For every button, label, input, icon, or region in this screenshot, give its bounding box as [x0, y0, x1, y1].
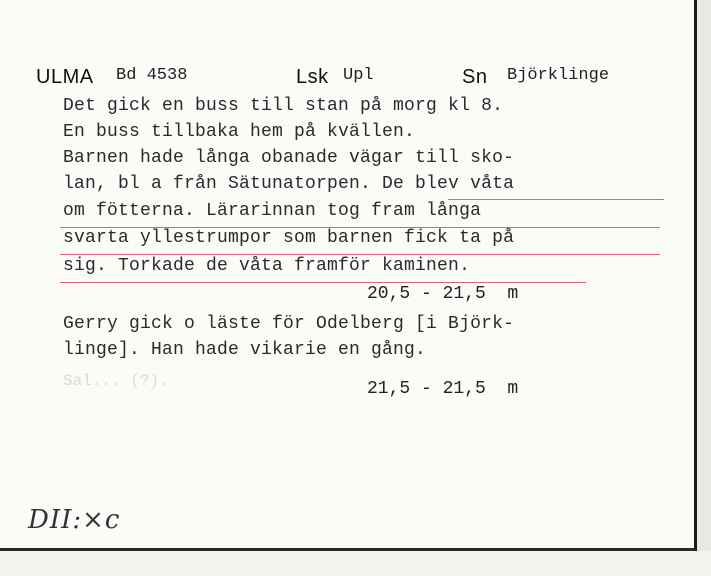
measurement: 21,5 - 21,5 m [367, 379, 519, 399]
lsk-label: Lsk [296, 66, 329, 88]
text-line: lan, bl a från Sätunatorpen. De blev våta [63, 174, 515, 194]
text-line: om fötterna. Lärarinnan tog fram långa [63, 201, 482, 221]
highlight-underline [60, 254, 660, 255]
text-line: Barnen hade långa obanade vägar till sko- [63, 148, 515, 168]
text-line: sig. Torkade de våta framför kaminen. [63, 256, 471, 276]
highlight-underline [60, 227, 660, 228]
measurement: 20,5 - 21,5 m [367, 284, 519, 304]
text-line: svarta yllestrumpor som barnen fick ta på [63, 228, 515, 248]
archive-label: ULMA [36, 66, 94, 88]
text-line: linge]. Han hade vikarie en gång. [63, 340, 427, 360]
faded-text: Sal... (?). [63, 372, 169, 390]
text-line: Det gick en buss till stan på morg kl 8. [63, 96, 504, 116]
sn-label: Sn [462, 66, 488, 88]
text-line: En buss tillbaka hem på kvällen. [63, 122, 416, 142]
text-line: Gerry gick o läste för Odelberg [i Björk- [63, 314, 515, 334]
card-header [0, 58, 697, 92]
highlight-underline [60, 282, 586, 283]
handwritten-signature: DII:×c [28, 505, 121, 535]
scan-edge [0, 551, 711, 576]
highlight-underline [448, 199, 664, 200]
sn-value: Björklinge [507, 66, 610, 85]
volume-number: Bd 4538 [116, 66, 188, 85]
scan-edge [697, 0, 711, 551]
lsk-value: Upl [343, 66, 374, 85]
